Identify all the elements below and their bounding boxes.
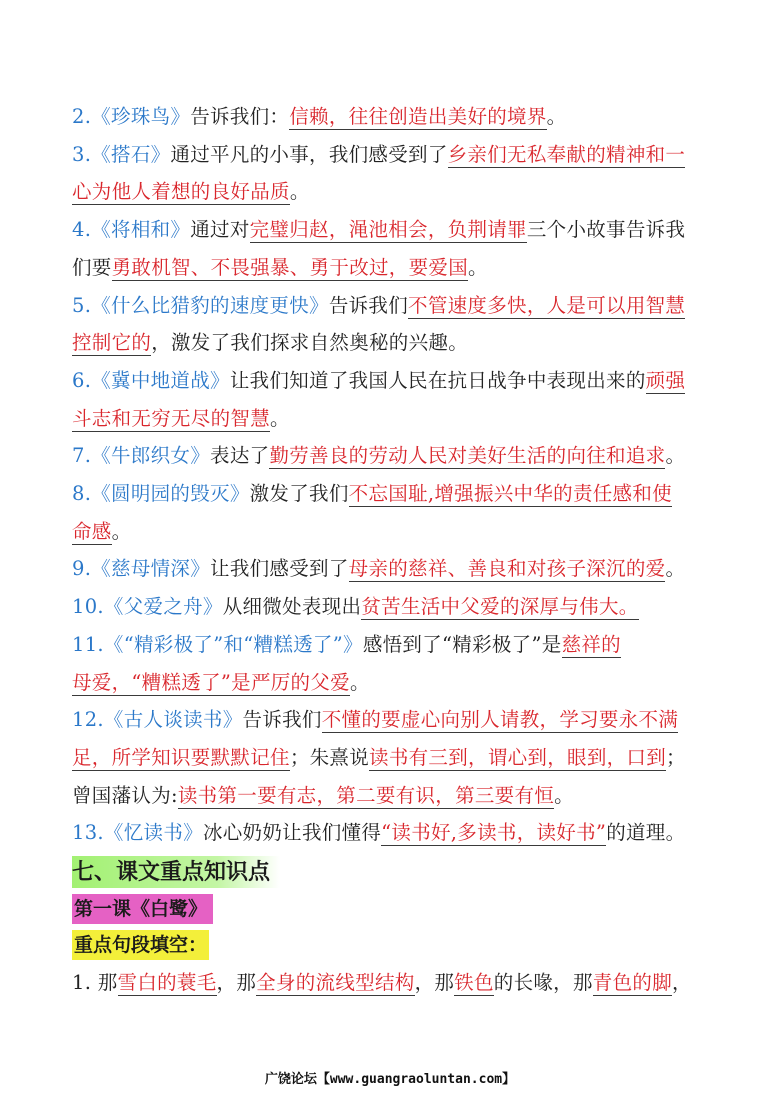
list-item: 7.《牛郎织女》表达了勤劳善良的劳动人民对美好生活的向往和追求。 [72, 444, 686, 468]
answer-fill: 乡亲们无私奉献的精神和一 [447, 142, 686, 166]
list-item-continuation: 母爱，“糟糕透了”是严厉的父爱。 [72, 670, 370, 694]
answer-fill: 贫苦生活中父爱的深厚与伟大。 [361, 595, 639, 619]
list-item-continuation: 足，所学知识要默默记住；朱熹说读书有三到，谓心到，眼到，口到； [72, 745, 686, 769]
answer-fill: 不懂的要虚心向别人请教，学习要永不满 [321, 708, 679, 732]
answer-fill: 母亲的慈祥、善良和对孩子深沉的爱 [348, 557, 666, 581]
lesson-title: 第一课《白鹭》 [72, 894, 213, 924]
page-footer: 广饶论坛【www.guangraoluntan.com】 [264, 1072, 516, 1087]
list-item: 5.《什么比猎豹的速度更快》告诉我们不管速度多快，人是可以用智慧 [72, 293, 686, 317]
list-item-continuation: 控制它的，激发了我们探求自然奥秘的兴趣。 [72, 331, 469, 355]
answer-fill: 心为他人着想的良好品质 [72, 180, 290, 204]
answer-fill: 勤劳善良的劳动人民对美好生活的向往和追求 [269, 444, 666, 468]
answer-fill: “读书好,多读书，读好书” [381, 821, 607, 845]
list-item: 13.《忆读书》冰心奶奶让我们懂得“读书好,多读书，读好书”的道理。 [72, 821, 686, 845]
list-item: 1. 那雪白的蓑毛，那全身的流线型结构，那铁色的长喙，那青色的脚， [72, 971, 692, 995]
list-item-continuation: 斗志和无穷无尽的智慧。 [72, 406, 290, 430]
answer-fill: 控制它的 [72, 331, 152, 355]
answer-fill: 完璧归赵，渑池相会，负荆请罪 [249, 218, 527, 242]
answer-fill: 足，所学知识要默默记住 [72, 745, 290, 769]
list-item-continuation: 曾国藩认为:读书第一要有志，第二要有识，第三要有恒。 [72, 783, 574, 807]
document-body [72, 98, 712, 1002]
answer-fill: 命感 [72, 519, 112, 543]
answer-fill: 慈祥的 [561, 632, 621, 656]
list-item: 6.《冀中地道战》让我们知道了我国人民在抗日战争中表现出来的顽强 [72, 368, 686, 392]
answer-fill: 不管速度多快，人是可以用智慧 [408, 293, 686, 317]
list-item: 2.《珍珠鸟》告诉我们：信赖，往往创造出美好的境界。 [72, 105, 567, 128]
fill-blank-label: 重点句段填空： [72, 930, 209, 960]
list-item: 12.《古人谈读书》告诉我们不懂的要虚心向别人请教，学习要永不满 [72, 708, 679, 732]
answer-fill: 雪白的蓑毛 [117, 971, 217, 995]
answer-fill: 母爱，“糟糕透了”是严厉的父爱 [72, 670, 350, 694]
answer-fill: 勇敢机智、不畏强暴、勇于改过，要爱国 [111, 255, 469, 279]
answer-fill: 斗志和无穷无尽的智慧 [72, 406, 271, 430]
answer-fill: 读书有三到，谓心到，眼到，口到 [369, 745, 667, 769]
list-item-continuation: 心为他人着想的良好品质。 [72, 180, 310, 204]
list-item: 4.《将相和》通过对完璧归赵，渑池相会，负荆请罪三个小故事告诉我 [72, 218, 686, 242]
footer-url[interactable]: www.guangraoluntan.com [329, 1072, 503, 1087]
footer-site-name: 广饶论坛 [264, 1072, 317, 1087]
list-item-continuation: 命感。 [72, 519, 132, 543]
answer-fill: 读书第一要有志，第二要有识，第三要有恒 [177, 783, 555, 807]
list-item: 9.《慈母情深》让我们感受到了母亲的慈祥、善良和对孩子深沉的爱。 [72, 557, 686, 581]
list-item: 10.《父爱之舟》从细微处表现出贫苦生活中父爱的深厚与伟大。 [72, 595, 639, 619]
list-item: 11.《“精彩极了”和“糟糕透了”》感悟到了“精彩极了”是慈祥的 [72, 632, 621, 656]
section-heading: 七、课文重点知识点 [72, 856, 280, 888]
answer-fill: 青色的脚 [592, 971, 672, 995]
answer-fill: 不忘国耻,增强振兴中华的责任感和使 [348, 482, 672, 506]
list-item-continuation: 们要勇敢机智、不畏强暴、勇于改过，要爱国。 [72, 255, 488, 279]
list-item: 3.《搭石》通过平凡的小事，我们感受到了乡亲们无私奉献的精神和一 [72, 142, 686, 166]
answer-fill: 全身的流线型结构 [256, 971, 415, 995]
answer-fill: 信赖，往往创造出美好的境界 [289, 105, 547, 128]
list-item: 8.《圆明园的毁灭》激发了我们不忘国耻,增强振兴中华的责任感和使 [72, 482, 672, 506]
answer-fill: 铁色 [454, 971, 494, 995]
lesson-title-link: 《珍珠鸟》 [91, 105, 191, 128]
answer-fill: 顽强 [645, 368, 686, 392]
